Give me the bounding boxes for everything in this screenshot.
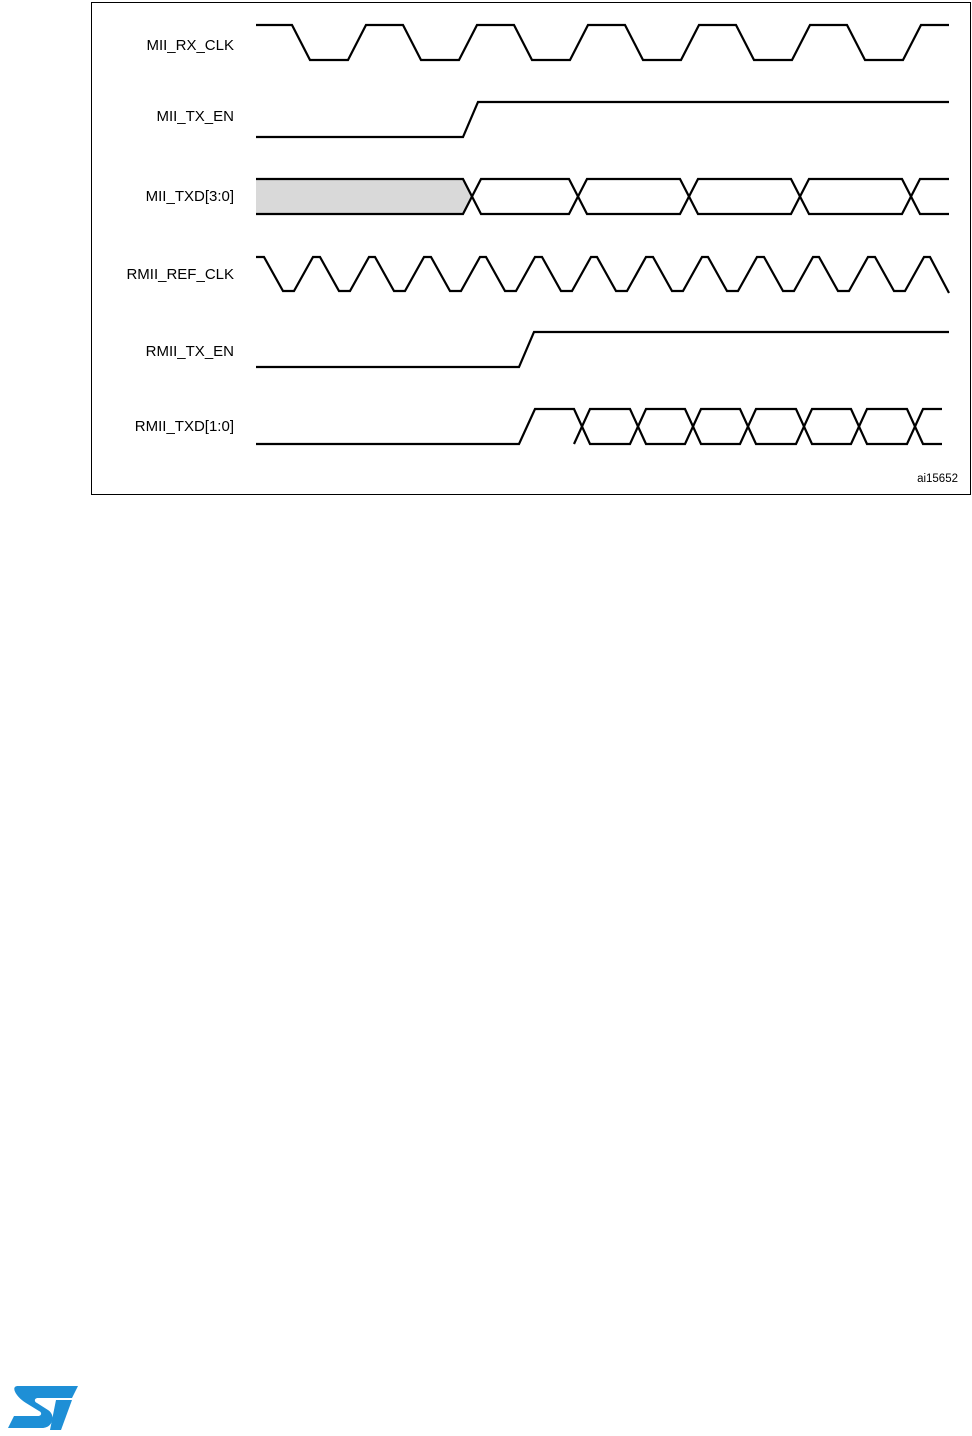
waveform-rmii-tx-en bbox=[256, 332, 949, 367]
waveforms bbox=[92, 3, 972, 496]
waveform-rmii-txd bbox=[256, 409, 942, 444]
waveform-mii-tx-en bbox=[256, 102, 949, 137]
signal-label-rmii-tx-en: RMII_TX_EN bbox=[145, 343, 234, 360]
waveform-mii-txd bbox=[256, 179, 949, 214]
bus-idle-fill bbox=[256, 179, 472, 214]
timing-diagram bbox=[91, 2, 971, 495]
signal-label-mii-tx-en: MII_TX_EN bbox=[156, 108, 234, 125]
waveform-rmii-ref-clk bbox=[256, 257, 949, 293]
figure-id: ai15652 bbox=[917, 473, 958, 485]
signal-label-rmii-ref-clk: RMII_REF_CLK bbox=[126, 266, 234, 283]
st-logo-icon bbox=[4, 1384, 84, 1434]
signal-label-mii-rx-clk: MII_RX_CLK bbox=[146, 37, 234, 54]
signal-label-rmii-txd: RMII_TXD[1:0] bbox=[134, 418, 234, 435]
waveform-mii-rx-clk bbox=[256, 25, 949, 60]
signal-label-mii-txd: MII_TXD[3:0] bbox=[145, 188, 234, 205]
